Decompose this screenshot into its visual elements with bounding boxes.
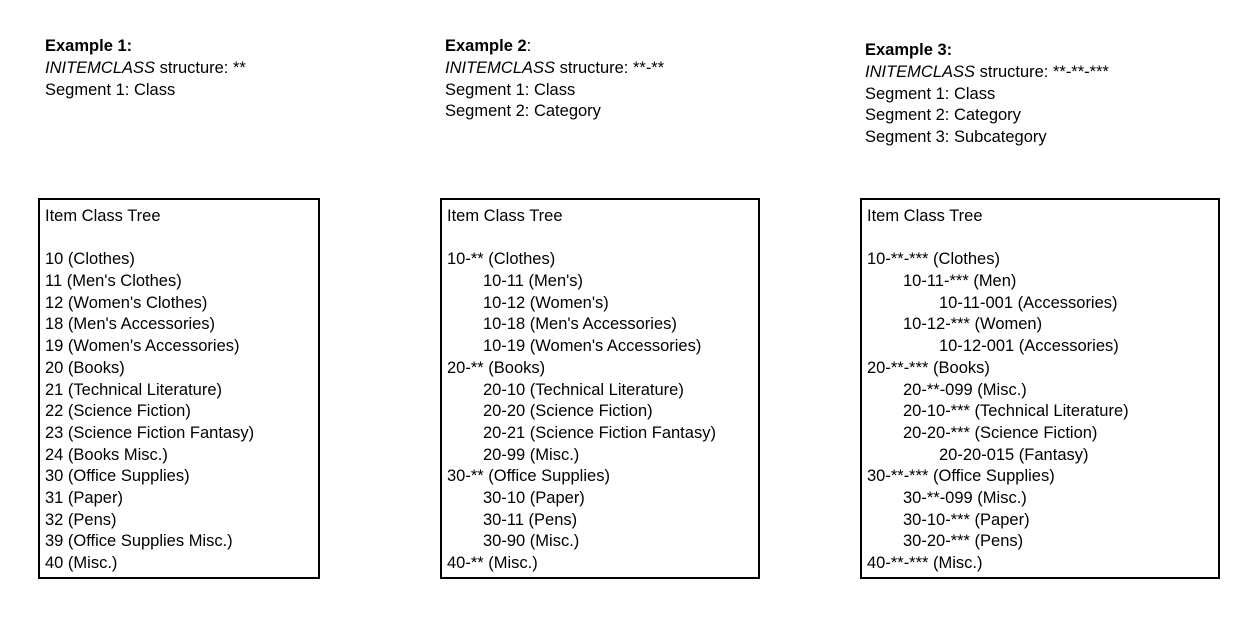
tree-item: 20-21 (Science Fiction Fantasy) — [483, 423, 716, 442]
tree-item: 12 (Women's Clothes) — [45, 293, 208, 312]
tree-item: 20-10 (Technical Literature) — [483, 380, 684, 399]
tree-item: 30-**-099 (Misc.) — [903, 488, 1027, 507]
example-3-header — [865, 40, 1109, 149]
tree-item: 20-99 (Misc.) — [483, 445, 580, 464]
tree-item: 10-12 (Women's) — [483, 293, 609, 312]
tree-item: 30-10-*** (Paper) — [903, 510, 1030, 529]
tree-item: 20-**-099 (Misc.) — [903, 380, 1027, 399]
tree-item: 23 (Science Fiction Fantasy) — [45, 423, 255, 442]
tree-item: 10-12-001 (Accessories) — [939, 337, 1119, 356]
example-1-structure-line — [45, 58, 246, 80]
tree-item: 40-** (Misc.) — [447, 554, 538, 572]
item-class-tree-box-1 — [38, 198, 320, 579]
tree-title: Item Class Tree — [867, 207, 983, 225]
tree-item: 10-** (Clothes) — [447, 250, 556, 269]
example-2-segment-1: Segment 1: Class — [445, 80, 576, 99]
tree-item: 30 (Office Supplies) — [45, 467, 190, 486]
tree-blank-row — [867, 228, 1213, 250]
tree-item: 24 (Books Misc.) — [45, 445, 168, 464]
example-3-title-text: Example 3: — [865, 41, 953, 59]
tree-item: 39 (Office Supplies Misc.) — [45, 532, 233, 551]
tree-item: 10-11-001 (Accessories) — [939, 293, 1118, 312]
tree-item: 30-20-*** (Pens) — [903, 532, 1024, 551]
example-1-structure-text: structure: ** — [155, 58, 246, 77]
tree-item: 30-**-*** (Office Supplies) — [867, 467, 1055, 486]
tree-item: 22 (Science Fiction) — [45, 402, 191, 421]
tree-item: 18 (Men's Accessories) — [45, 315, 216, 334]
tree-item: 10-11 (Men's) — [483, 272, 584, 291]
example-1-header — [45, 36, 246, 101]
tree-item: 32 (Pens) — [45, 510, 117, 529]
example-3-segment-2: Segment 2: Category — [865, 106, 1021, 125]
tree-item: 30-10 (Paper) — [483, 488, 585, 507]
tree-item: 30-90 (Misc.) — [483, 532, 580, 551]
example-2-header — [445, 36, 664, 123]
tree-blank-row — [45, 228, 313, 250]
tree-item: 20-**-*** (Books) — [867, 358, 990, 377]
example-3-segment-3: Segment 3: Subcategory — [865, 128, 1047, 147]
initemclass-code-name: INITEMCLASS — [865, 62, 976, 81]
example-1-title-text: Example 1: — [45, 37, 133, 55]
tree-item: 20-10-*** (Technical Literature) — [903, 402, 1129, 421]
tree-item: 20 (Books) — [45, 358, 125, 377]
tree-item: 20-20-015 (Fantasy) — [939, 445, 1089, 464]
example-2-title-colon: : — [526, 37, 532, 55]
example-2-segment-2: Segment 2: Category — [445, 102, 601, 121]
tree-item: 20-20-*** (Science Fiction) — [903, 423, 1098, 442]
item-class-tree-box-2 — [440, 198, 760, 579]
tree-item: 10-**-*** (Clothes) — [867, 250, 1000, 269]
example-2-title — [445, 36, 664, 58]
tree-item: 10-18 (Men's Accessories) — [483, 315, 677, 334]
tree-item: 20-20 (Science Fiction) — [483, 402, 653, 421]
initemclass-code-name: INITEMCLASS — [45, 58, 156, 77]
example-3-structure-line — [865, 62, 1109, 84]
tree-blank-row — [447, 228, 753, 250]
tree-item: 40-**-*** (Misc.) — [867, 554, 983, 572]
tree-item: 10 (Clothes) — [45, 250, 135, 269]
example-3-title — [865, 40, 1109, 62]
tree-title: Item Class Tree — [447, 207, 563, 225]
example-1-title — [45, 36, 246, 58]
tree-item: 31 (Paper) — [45, 488, 123, 507]
example-3-segment-1: Segment 1: Class — [865, 84, 996, 103]
initemclass-code-name: INITEMCLASS — [445, 58, 556, 77]
tree-item: 10-19 (Women's Accessories) — [483, 337, 702, 356]
tree-item: 20-** (Books) — [447, 358, 546, 377]
tree-item: 30-11 (Pens) — [483, 510, 578, 529]
tree-item: 11 (Men's Clothes) — [45, 272, 182, 291]
example-2-title-text: Example 2 — [445, 37, 527, 55]
tree-item: 10-11-*** (Men) — [903, 272, 1017, 291]
tree-item: 30-** (Office Supplies) — [447, 467, 610, 486]
tree-title: Item Class Tree — [45, 207, 161, 225]
example-2-structure-line — [445, 58, 664, 80]
example-1-segment-1: Segment 1: Class — [45, 80, 176, 99]
tree-item: 19 (Women's Accessories) — [45, 337, 240, 356]
example-3-structure-text: structure: **-**-*** — [975, 62, 1109, 81]
tree-item: 10-12-*** (Women) — [903, 315, 1043, 334]
example-2-structure-text: structure: **-** — [555, 58, 665, 77]
item-class-tree-box-3 — [860, 198, 1220, 579]
tree-item: 40 (Misc.) — [45, 554, 118, 572]
tree-item: 21 (Technical Literature) — [45, 380, 223, 399]
